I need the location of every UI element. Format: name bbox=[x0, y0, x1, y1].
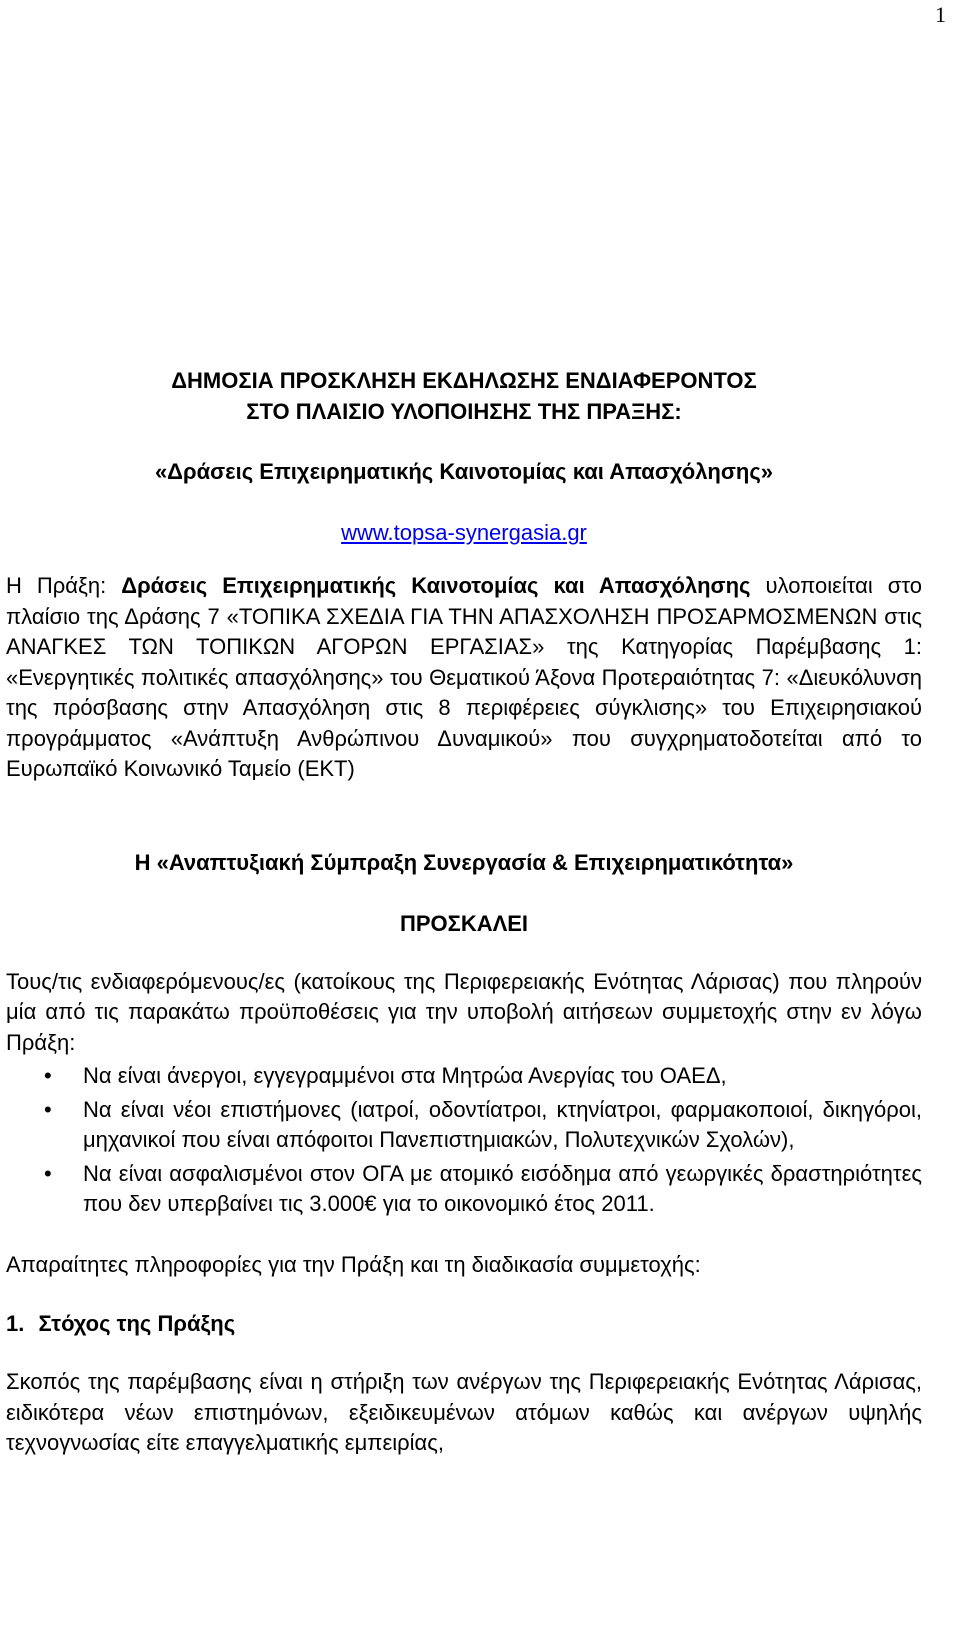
bullet-icon: • bbox=[44, 1063, 52, 1088]
title-line-2: ΣΤΟ ΠΛΑΙΣΙΟ ΥΛΟΠΟΙΗΣΗΣ ΤΗΣ ΠΡΑΞΗΣ: bbox=[246, 399, 682, 424]
conditions-list bbox=[6, 1061, 922, 1220]
intro-action-name: Δράσεις Επιχειρηματικής Καινοτομίας και Απασχόλησης bbox=[121, 573, 751, 598]
section-1-number: 1. bbox=[6, 1311, 25, 1336]
section-1-title: Στόχος της Πράξης bbox=[38, 1311, 236, 1336]
condition-item bbox=[6, 1095, 922, 1156]
title-line-1: ΔΗΜΟΣΙΑ ΠΡΟΣΚΛΗΣΗ ΕΚΔΗΛΩΣΗΣ ΕΝΔΙΑΦΕΡΟΝΤΟΣ bbox=[171, 368, 757, 393]
intro-text: υλοποιείται στο πλαίσιο της Δράσης 7 «ΤΟΠΙΚΑ ΣΧΕΔΙΑ ΓΙΑ ΤΗΝ ΑΠΑΣΧΟΛΗΣΗ ΠΡΟΣΑΡΜΟΣΜΕΝΩΝ στις ΑΝΑΓΚΕΣ ΤΩΝ ΤΟΠΙΚΩΝ ΑΓΟΡΩΝ ΕΡΓΑΣΙΑΣ» της Κατηγορίας Παρέμβασης 1: «Ενεργητικές πολιτικές απασχόλησης» του Θεματικού Άξονα Προτεραιότητας 7: «Διευκόλυνση της πρόσβασης στην Απασχόληση στις 8 περιφέρειες σύγκλισης» του Επιχειρησιακού προγράμματος «Ανάπτυξη Ανθρώπινου Δυναμικού» που συγχρηματοδοτείται από το Ευρωπαϊκό Κοινωνικό Ταμείο (ΕΚΤ) bbox=[6, 573, 922, 781]
condition-item bbox=[6, 1061, 922, 1092]
action-title: «Δράσεις Επιχειρηματικής Καινοτομίας και Απασχόλησης» bbox=[154, 459, 774, 484]
document-body bbox=[6, 365, 922, 1459]
section-1-paragraph: Σκοπός της παρέμβασης είναι η στήριξη των ανέργων της Περιφερειακής Ενότητας Λάρισας, ειδικότερα νέων επιστημόνων, εξειδικευμένων ατόμων καθώς και ανέργων υψηλής τεχνογνωσίας είτε επαγγελματικής εμπειρίας, bbox=[6, 1369, 922, 1455]
bullet-icon: • bbox=[44, 1096, 52, 1122]
website-line bbox=[6, 517, 922, 551]
condition-item bbox=[6, 1159, 922, 1220]
bullet-icon: • bbox=[44, 1160, 52, 1186]
invites-heading: ΠΡΟΣΚΑΛΕΙ bbox=[399, 910, 529, 936]
section-1-heading bbox=[6, 1308, 922, 1339]
invitation-paragraph: Τους/τις ενδιαφερόμενους/ες (κατοίκους της Περιφερειακής Ενότητας Λάρισας) που πληρούν μία από τις παρακάτω προϋποθέσεις για την υποβολή αιτήσεων συμμετοχής στην εν λόγω Πράξη: bbox=[6, 968, 922, 1055]
intro-prefix: Η Πράξη: bbox=[6, 573, 122, 598]
intro-paragraph bbox=[6, 571, 922, 785]
partnership-heading: Η «Αναπτυξιακή Σύμπραξη Συνεργασία & Επιχειρηματικότητα» bbox=[134, 849, 794, 875]
condition-text: Να είναι ασφαλισμένοι στον ΟΓΑ με ατομικό εισόδημα από γεωργικές δραστηριότητες που δεν υπερβαίνει τις 3.000€ για το οικονομικό έτος 2011. bbox=[83, 1160, 922, 1216]
page-number: 1 bbox=[935, 2, 946, 27]
info-intro: Απαραίτητες πληροφορίες για την Πράξη και τη διαδικασία συμμετοχής: bbox=[6, 1251, 701, 1277]
condition-text: Να είναι νέοι επιστήμονες (ιατροί, οδοντίατροι, κτηνίατροι, φαρμακοποιοί, δικηγόροι, μηχανικοί που είναι απόφοιτοι Πανεπιστημιακών, Πολυτεχνικών Σχολών), bbox=[83, 1096, 922, 1152]
website-link[interactable]: www.topsa-synergasia.gr bbox=[341, 520, 587, 545]
condition-text: Να είναι άνεργοι, εγγεγραμμένοι στα Μητρώα Ανεργίας του ΟΑΕΔ, bbox=[83, 1063, 727, 1088]
